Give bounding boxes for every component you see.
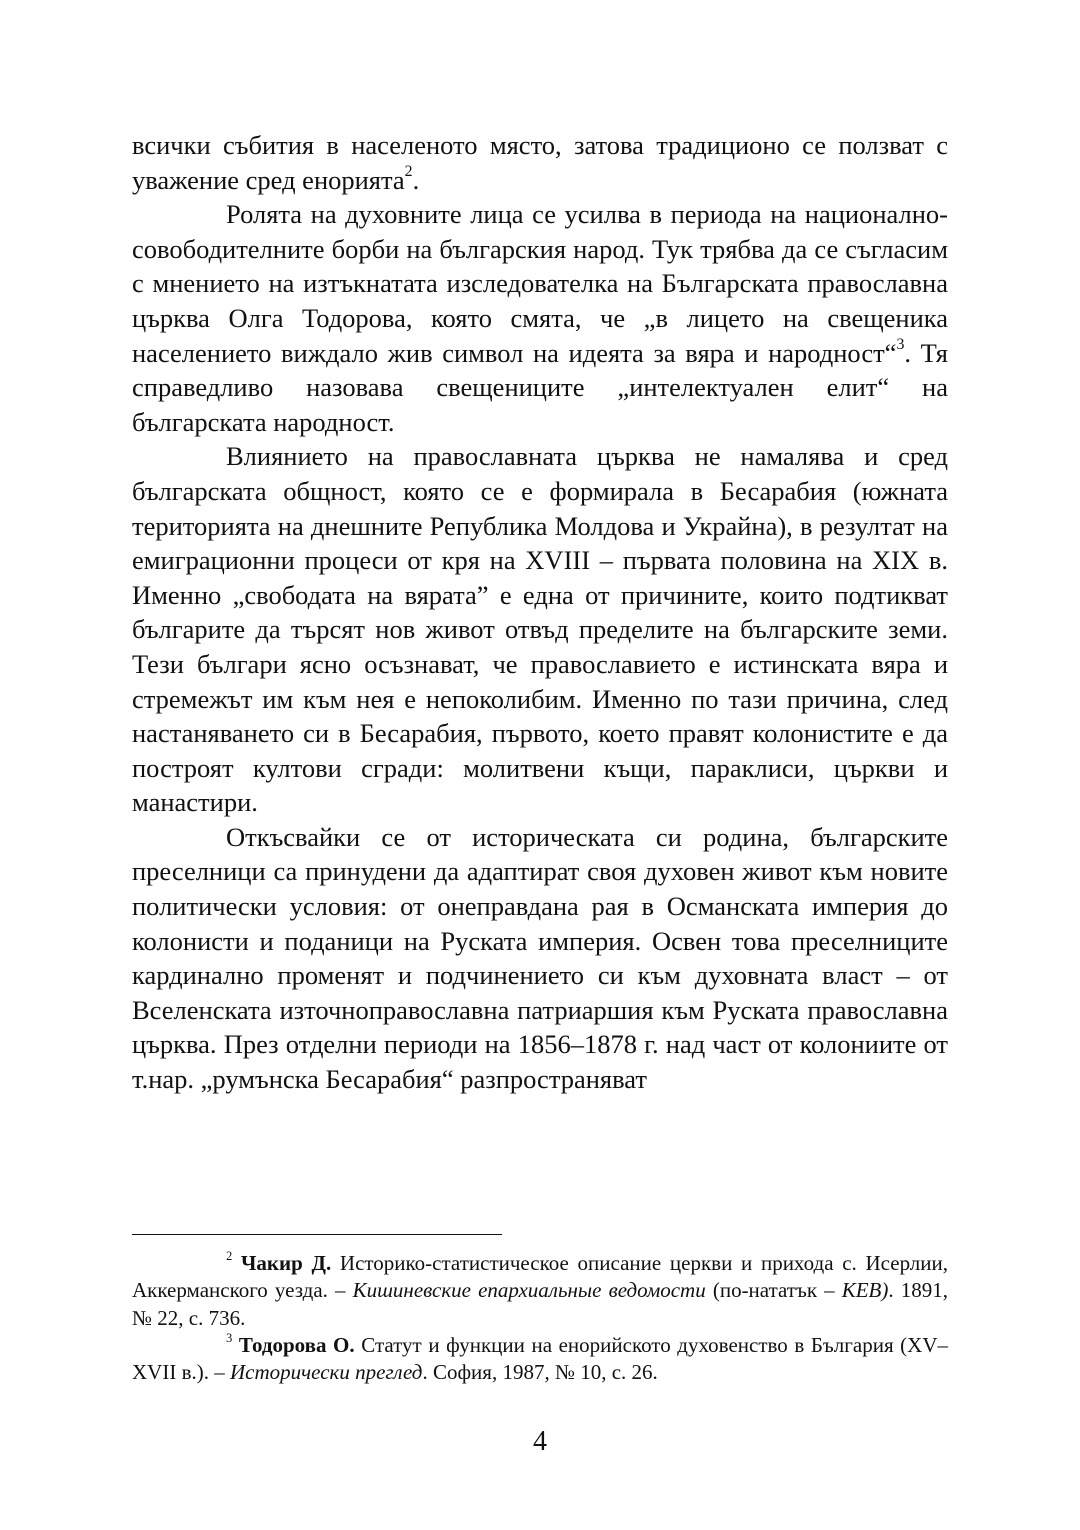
footnote-separator (132, 1234, 502, 1235)
footnote-3: $^3$ Тодорова О. Статут и функции на енорийското духовенство в България (XV–XVII в.). – Исторически преглед. София, 1987, № 10, с. 26. (132, 1331, 949, 1385)
footnote-ref-3[interactable]: 3 (896, 336, 905, 354)
paragraph-2: Ролята на духовните лица се усилва в периода на национално-совободителните борби на българския народ. Тук трябва да се съгласим с мнението на изтъкнатата изследователка на Българската православна църква Олга Тодорова, която смята, че „в лицето на свещеника населението виждало жив символ на идеята за вяра и народност“$^3$. Тя справедливо назовава свещениците „интелектуален елит“ на българската народност. (132, 199, 948, 437)
paragraph-4: Откъсвайки се от историческата си родина, българските преселници са принудени да адаптират своя духовен живот към новите политически условия: от онеправдана рая в Османската империя до колонисти и поданици на Руската империя. Освен това преселниците кардинално променят и подчинението си към духовната власт – от Вселенската източноправославна патриаршия към Руската православна църква. През отделни периоди на 1856–1878 г. над част от колониите от т.нар. „румънска Бесарабия“ разпространяват (132, 821, 948, 1095)
page-number: 4 (533, 1426, 547, 1457)
footnotes (132, 1250, 948, 1386)
footnote-number: 3 (226, 1331, 233, 1346)
footnote-ref-2[interactable]: 2 (404, 163, 413, 181)
footnote-2: $^2$ Чакир Д. Историко-статистическое описание церкви и прихода с. Исерлии, Аккерманского уезда. – Кишиневские епархиальные ведомости (по-нататък – КЕВ). 1891, № 22, с. 736. (132, 1249, 949, 1330)
paragraph-3: Влиянието на православната църква не намалява и сред българската общност, която се е формирала в Бесарабия (южната територията на днешните Република Молдова и Украйна), в резултат на емиграционни процеси от кря на XVIII – първата половина на XIX в. Именно „свободата на вярата” е една от причините, които подтикват българите да търсят нов живот отвъд пределите на българските земи. Тези българи ясно осъзнават, че православието е истинската вяра и стремежът им към нея е непоколибим. Именно по тази причина, след настаняването си в Бесарабия, първото, което правят колонистите е да построят култови сгради: молитвени къщи, параклиси, църкви и манастири. (132, 441, 948, 818)
footnote-number: 2 (226, 1249, 233, 1264)
footnote-author: Тодорова О. (238, 1332, 355, 1357)
main-text (132, 128, 948, 1097)
paragraph-1: всички събития в населеното място, затова традиционо се ползват с уважение сред енорията$^2$. (132, 130, 948, 195)
footnote-author: Чакир Д. (241, 1251, 332, 1275)
